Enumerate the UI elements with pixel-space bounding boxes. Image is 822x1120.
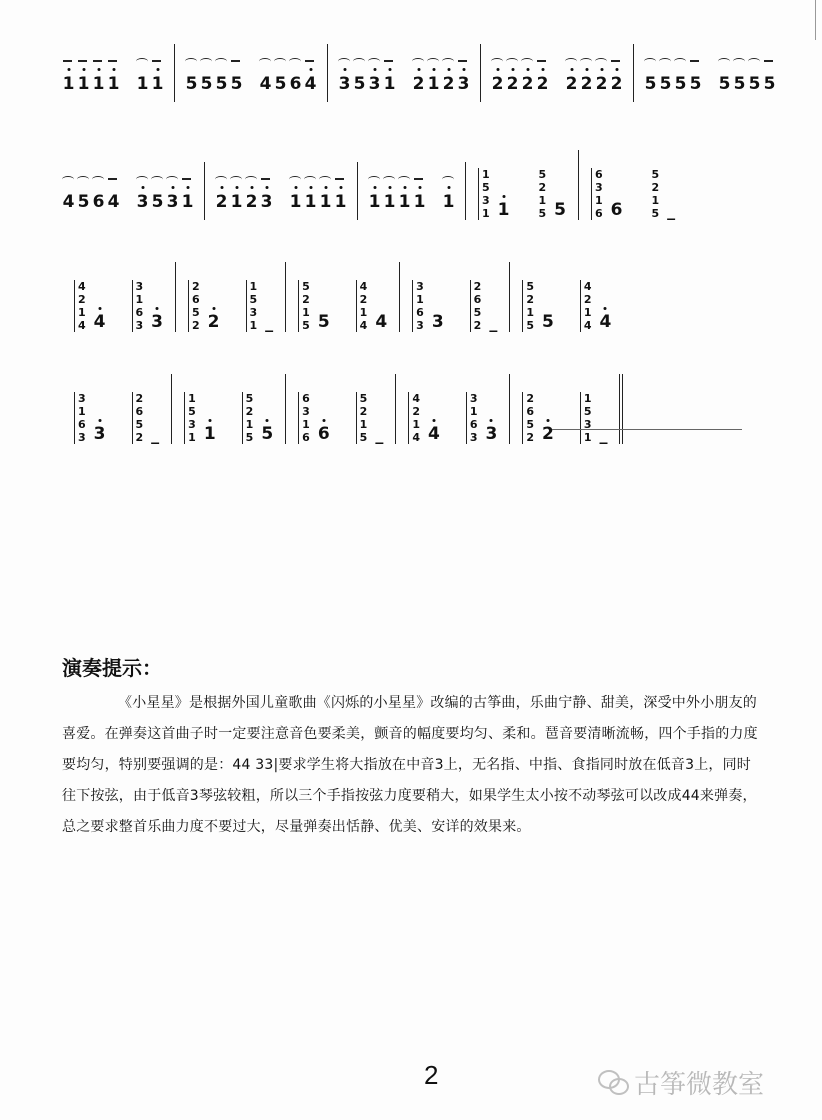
measure: 5 5 5 5 4 5 6 4 xyxy=(175,44,328,102)
watermark xyxy=(598,1064,764,1101)
performance-hint-title: 演奏提示： xyxy=(62,656,162,680)
chord-measure: 5 2 1 5 5 4 2 1 4 4 xyxy=(510,262,623,332)
chord-measure: 4 2 1 4 4 3 1 6 3 3 xyxy=(396,374,510,444)
chord-measure: 4 2 1 4 4 3 1 6 3 3 xyxy=(62,262,176,332)
chord-measure: 1 5 3 1 1 5 2 1 5 5 xyxy=(466,150,579,220)
measure: 1 1 1 1 1 xyxy=(358,162,466,220)
chord-measure: 6 3 1 6 6 5 2 1 5 _ xyxy=(579,150,687,220)
watermark-text: 古筝微教室 xyxy=(634,1070,765,1100)
score-line-3 xyxy=(62,262,772,332)
chord-measure: 3 1 6 3 3 2 6 5 2 _ xyxy=(62,374,172,444)
measure: 2 2 2 2 2 2 2 2 xyxy=(481,44,634,102)
chord-measure-final: 2 6 5 2 2 1 5 3 1 _ xyxy=(510,374,623,444)
chord-measure: 3 1 6 3 3 2 6 5 2 _ xyxy=(400,262,510,332)
chord-measure: 5 2 1 5 5 4 2 1 4 4 xyxy=(286,262,400,332)
chord-measure: 6 3 1 6 6 5 2 1 5 _ xyxy=(286,374,396,444)
score-line-1 xyxy=(62,44,776,102)
measure: 5 5 5 5 5 5 5 5 xyxy=(634,44,786,102)
decrescendo-mark xyxy=(552,429,742,431)
scan-edge-line xyxy=(815,0,816,40)
page-number: 2 xyxy=(424,1060,439,1090)
measure: 2 1 2 3 1 1 1 1 xyxy=(205,162,358,220)
performance-hint-body: 《小星星》是根据外国儿童歌曲《闪烁的小星星》改编的古筝曲，乐曲宁静、甜美，深受中外小朋友的喜爱。在弹奏这首曲子时一定要注意音色要柔美，颤音的幅度要均匀、柔和。琶音要清晰流畅，四个手指的力度要均匀，特别要强调的是：44 33|要求学生将大指放在中音3上，无名指、中指、食指同时放在低音3上，同时往下按弦，由于低音3琴弦较粗，所以三个手指按弦力度要稍大，如果学生太小按不动琴弦可以改成44来弹奏，总之要求整首乐曲力度不要过大，尽量弹奏出恬静、优美、安详的效果来。 xyxy=(62,695,758,835)
wechat-icon xyxy=(598,1070,628,1096)
score-line-2 xyxy=(62,150,772,220)
measure: 1 1 1 1 1 1 xyxy=(62,44,175,102)
score-line-4 xyxy=(62,374,772,444)
chord-measure: 2 6 5 2 2 1 5 3 1 _ xyxy=(176,262,286,332)
chord-measure: 1 5 3 1 1 5 2 1 5 5 xyxy=(172,374,286,444)
measure: 4 5 6 4 3 5 3 1 xyxy=(62,162,205,220)
measure: 3 5 3 1 2 1 2 3 xyxy=(328,44,481,102)
